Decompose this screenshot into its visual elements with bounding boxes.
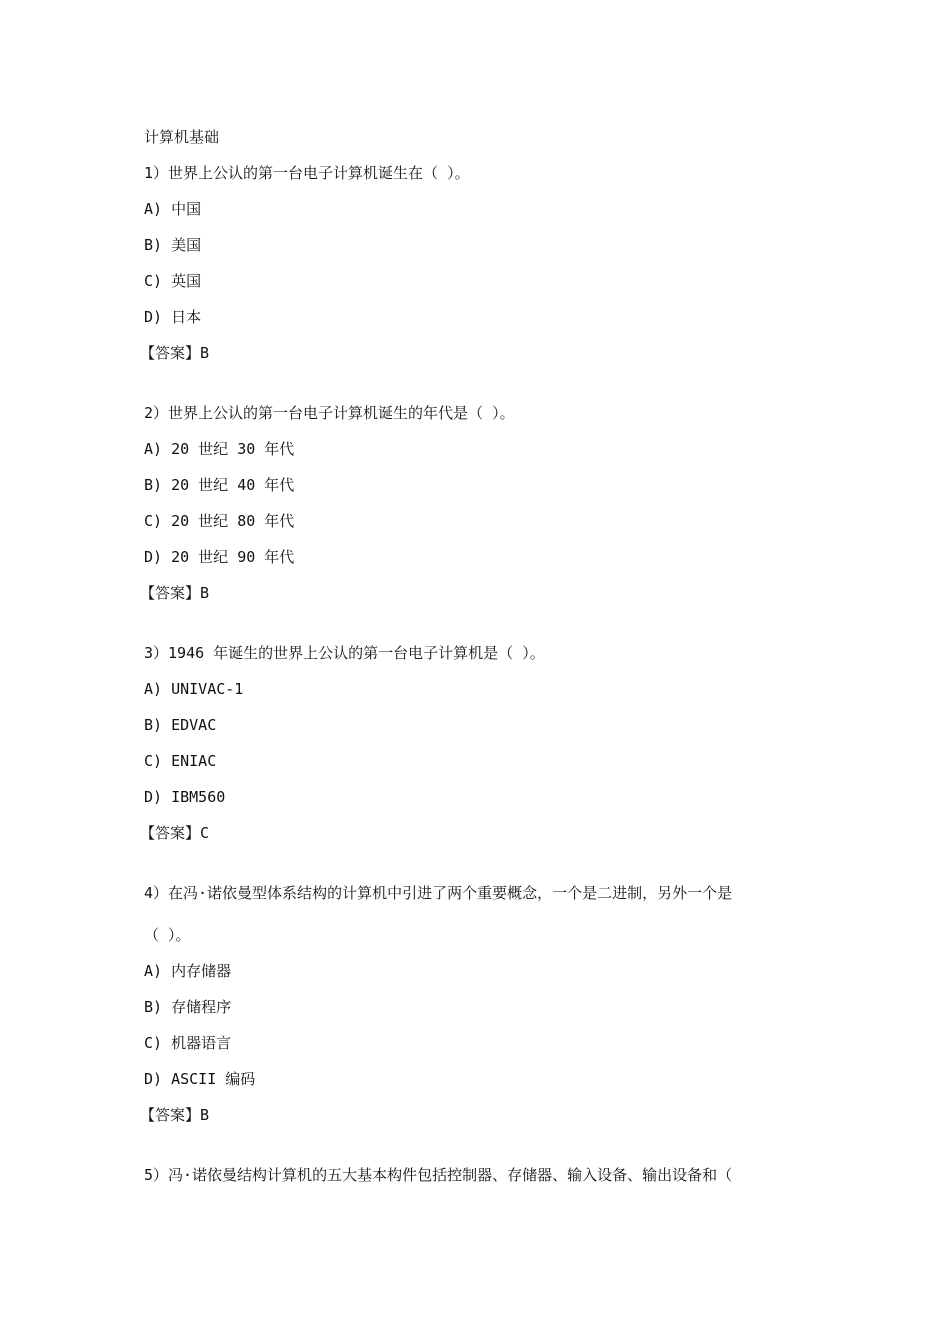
question-1-option-c: C) 英国 (144, 272, 202, 290)
question-5-stem: 5）冯·诺依曼结构计算机的五大基本构件包括控制器、存储器、输入设备、输出设备和（ (144, 1166, 733, 1184)
question-1-option-a: A) 中国 (144, 200, 202, 218)
question-4-answer: 【答案】B (140, 1106, 210, 1124)
question-2-stem: 2）世界上公认的第一台电子计算机诞生的年代是（ ）。 (144, 404, 515, 422)
question-2-option-a: A) 20 世纪 30 年代 (144, 440, 295, 458)
question-4-stem-continued: （ ）。 (144, 926, 191, 944)
question-3-option-b: B) EDVAC (144, 716, 217, 734)
question-2-option-d: D) 20 世纪 90 年代 (144, 548, 295, 566)
question-1-stem: 1）世界上公认的第一台电子计算机诞生在（ ）。 (144, 164, 470, 182)
question-3-answer: 【答案】C (140, 824, 210, 842)
question-3-option-a: A) UNIVAC-1 (144, 680, 244, 698)
question-3-option-c: C) ENIAC (144, 752, 217, 770)
question-1-option-b: B) 美国 (144, 236, 202, 254)
question-4-option-a: A) 内存储器 (144, 962, 232, 980)
question-2-answer: 【答案】B (140, 584, 210, 602)
question-3-option-d: D) IBM560 (144, 788, 226, 806)
question-4-option-c: C) 机器语言 (144, 1034, 232, 1052)
question-4-option-b: B) 存储程序 (144, 998, 232, 1016)
question-1-answer: 【答案】B (140, 344, 210, 362)
question-1-option-d: D) 日本 (144, 308, 202, 326)
question-2-option-c: C) 20 世纪 80 年代 (144, 512, 295, 530)
document-title: 计算机基础 (144, 128, 220, 146)
question-3-stem: 3）1946 年诞生的世界上公认的第一台电子计算机是（ ）。 (144, 644, 545, 662)
question-4-stem: 4）在冯·诺依曼型体系结构的计算机中引进了两个重要概念，一个是二进制，另外一个是 (144, 884, 733, 902)
question-2-option-b: B) 20 世纪 40 年代 (144, 476, 295, 494)
question-4-option-d: D) ASCII 编码 (144, 1070, 256, 1088)
